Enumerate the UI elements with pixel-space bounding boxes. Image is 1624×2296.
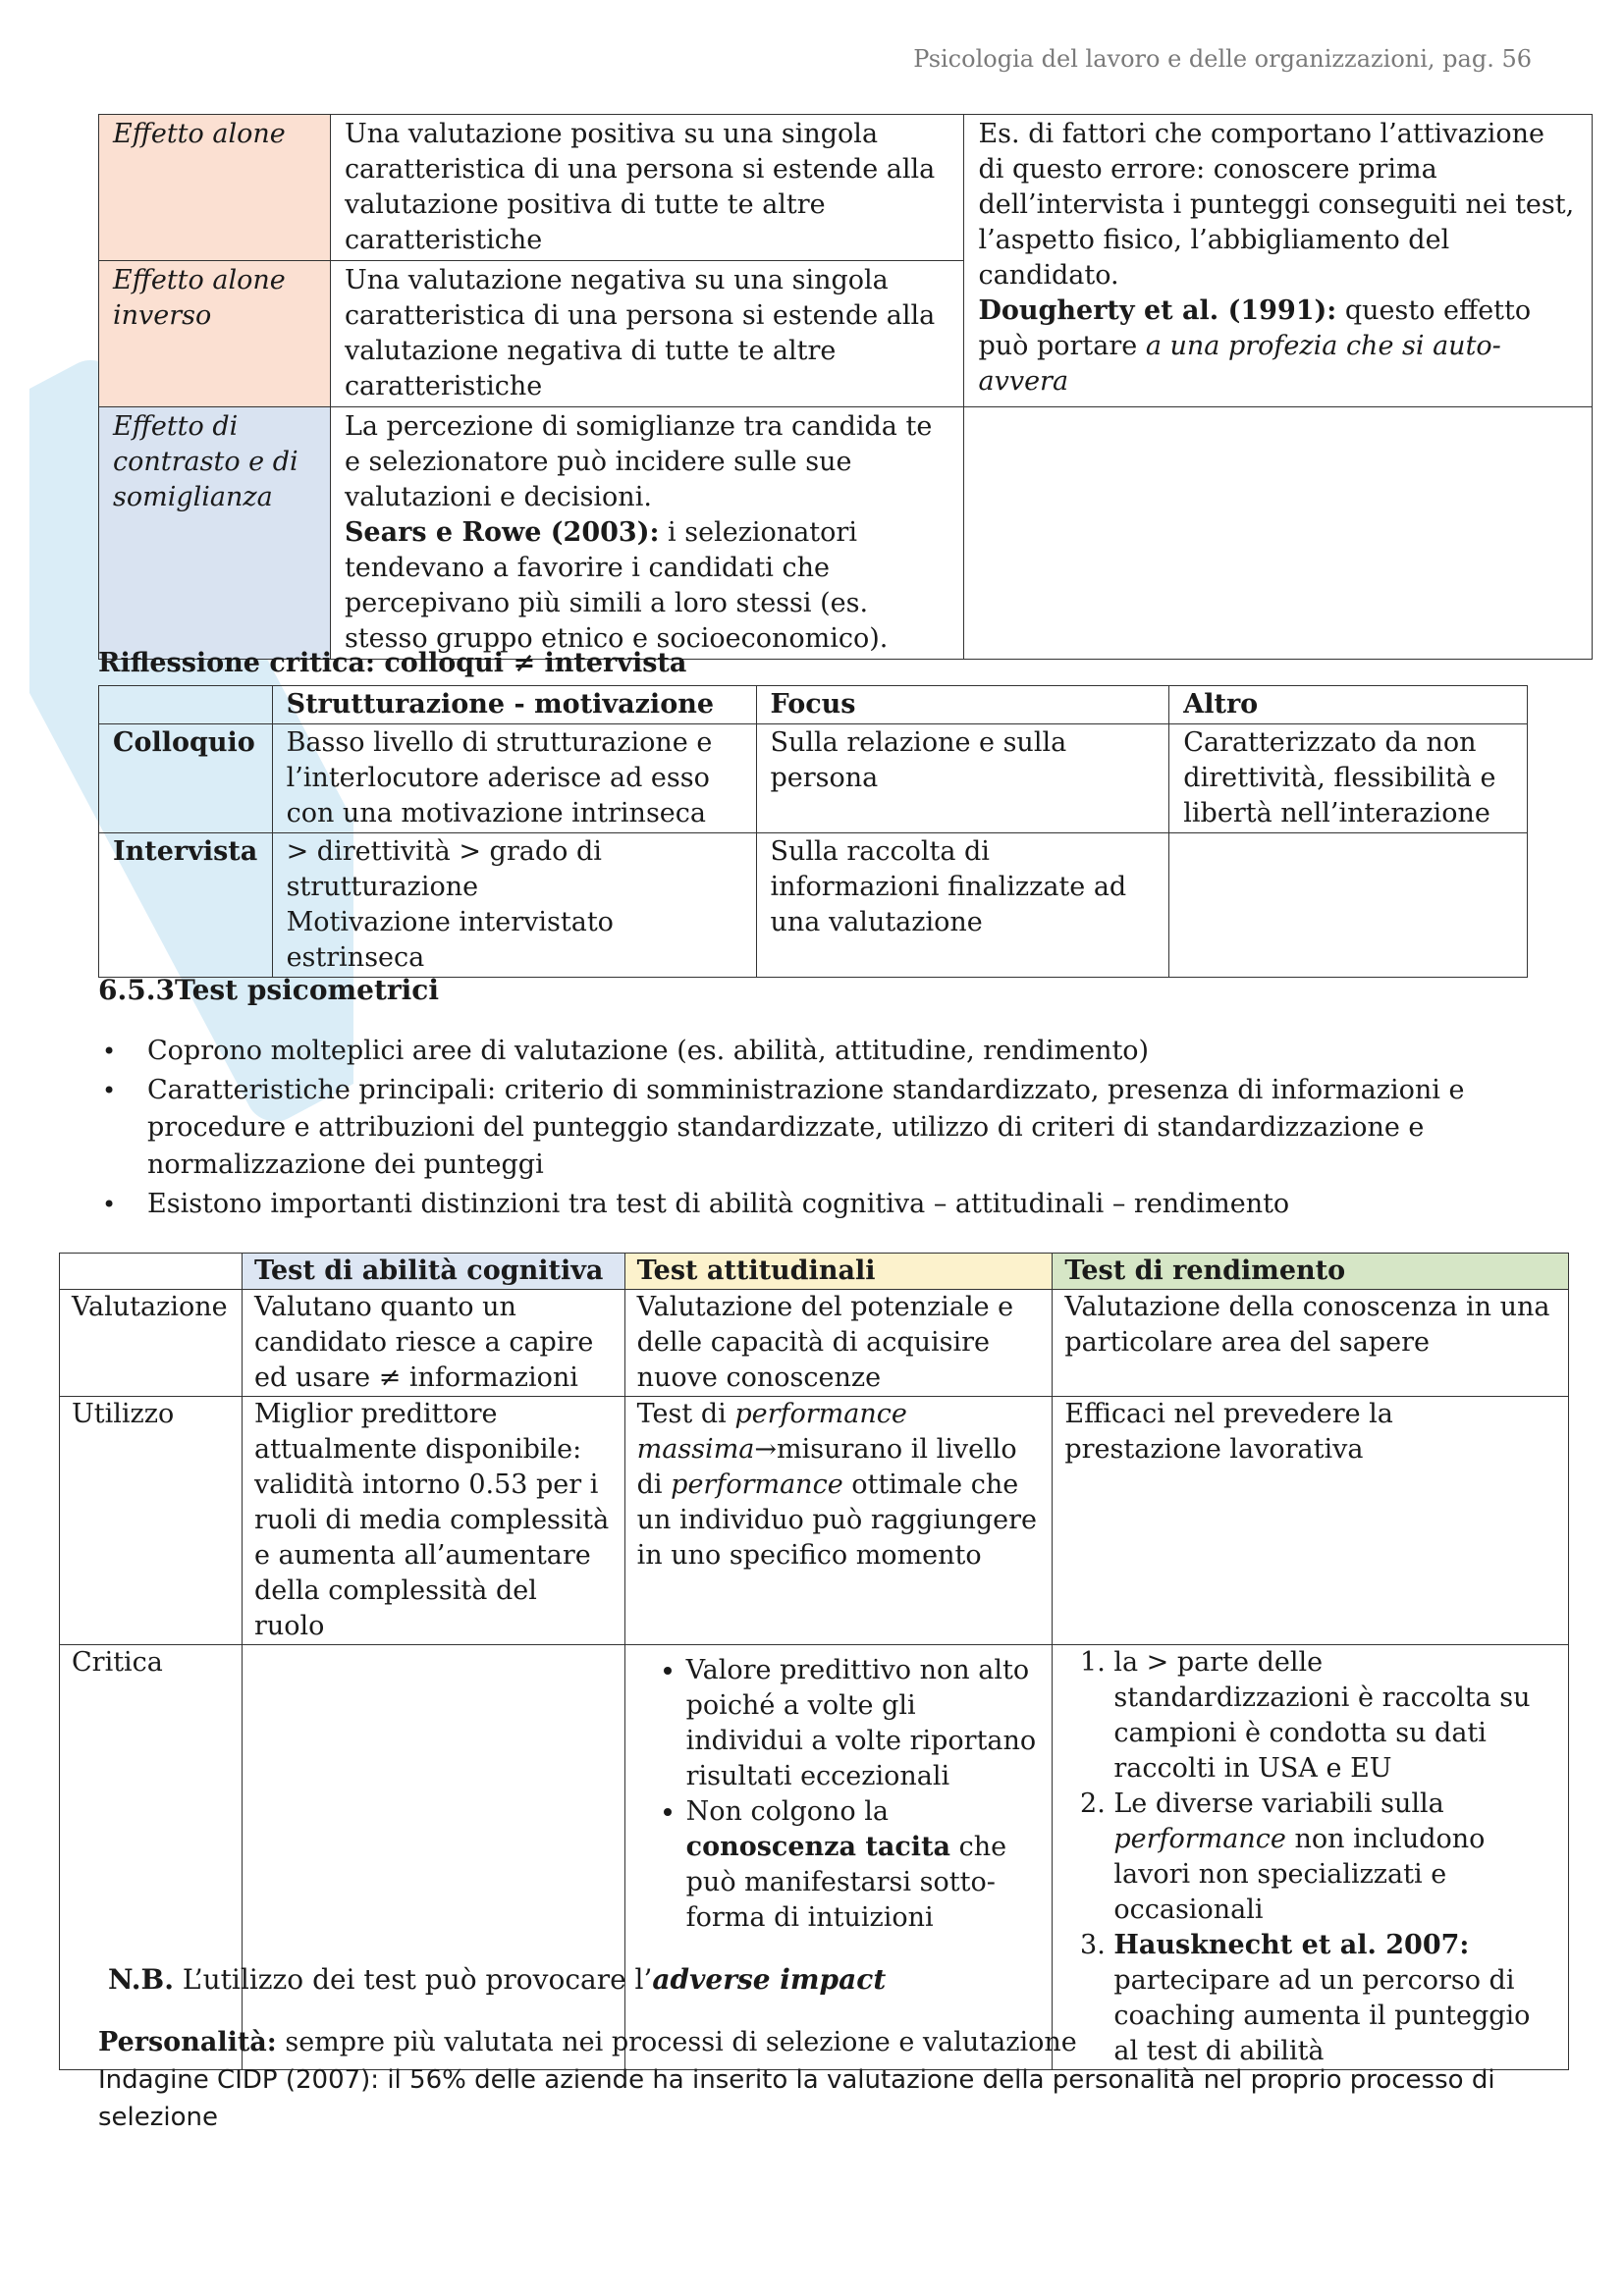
column-header: Test di rendimento <box>1053 1254 1569 1290</box>
row-label: Effetto di contrasto e di somiglianza <box>99 407 331 660</box>
table-cell: Basso livello di strutturazione e l’interlocutore aderisce ad esso con una motivazione intrinseca <box>272 724 756 833</box>
row-description <box>330 407 964 660</box>
nb-note <box>108 1963 886 1996</box>
table-header-row <box>99 686 1528 724</box>
table-cell <box>624 1645 1053 2070</box>
row-label: Valutazione <box>60 1290 243 1397</box>
table-cell: Miglior predittore attualmente disponibile: validità intorno 0.53 per i ruoli di media complessità e aumenta all’aumentare della complessità del ruolo <box>242 1397 624 1645</box>
empty-header <box>60 1254 243 1290</box>
table-row <box>99 407 1593 660</box>
nb-label: N.B. <box>108 1963 174 1996</box>
bullet-icon: • <box>102 1077 117 1104</box>
table-cell <box>1169 833 1528 978</box>
list-item <box>98 1072 1551 1184</box>
cell-text-italic: performance massima <box>636 1399 907 1465</box>
survey-paragraph: Indagine CIDP (2007): il 56% delle aziende ha inserito la valutazione della personalità nel proprio processo di selezione <box>98 2065 1495 2132</box>
list-item <box>98 1186 1551 1223</box>
row-label: Colloquio <box>99 724 273 833</box>
cell-line: > direttività > grado di strutturazione <box>286 836 602 902</box>
section-heading: 6.5.3Test psicometrici <box>98 974 439 1006</box>
personality-label: Personalità: <box>98 2027 277 2057</box>
nb-text: L’utilizzo dei test può provocare l’ <box>173 1963 653 1996</box>
table-cell: Sulla relazione e sulla persona <box>756 724 1169 833</box>
cell-text: ottimale che un individuo può raggiungere in uno specifico momento <box>636 1469 1037 1571</box>
column-header: Altro <box>1169 686 1528 724</box>
table-cell: Valutazione della conoscenza in una particolare area del sapere <box>1053 1290 1569 1397</box>
table-cell <box>1053 1645 1569 2070</box>
note-text: Es. di fattori che comportano l’attivazione di questo errore: conoscere prima dell’intervista i punteggi conseguiti nei test, l’aspetto fisico, l’abbigliamento del candidato. <box>978 119 1575 291</box>
cell-text: Test di <box>636 1399 735 1429</box>
bias-note-cell <box>964 115 1593 407</box>
bullet-list <box>98 1033 1551 1225</box>
bullet-icon: • <box>102 1038 117 1065</box>
row-description: Una valutazione negativa su una singola caratteristica di una persona si estende alla valutazione negativa di tutte te altre caratteristiche <box>330 261 964 407</box>
row-label: Effetto alone <box>99 115 331 261</box>
table-cell: Efficaci nel prevedere la prestazione lavorativa <box>1053 1397 1569 1645</box>
column-header: Test attitudinali <box>624 1254 1053 1290</box>
table-row <box>60 1645 1569 2070</box>
empty-cell <box>964 407 1593 660</box>
table-cell: Sulla raccolta di informazioni finalizzate ad una valutazione <box>756 833 1169 978</box>
list-item <box>1113 1787 1556 1928</box>
note-ref-italic: a una profezia che si auto-avvera <box>978 331 1501 397</box>
table-cell <box>272 833 756 978</box>
row-label: Effetto alone inverso <box>99 261 331 407</box>
nb-italic: adverse impact <box>652 1963 887 1996</box>
cell-text-italic: performance <box>1113 1824 1286 1854</box>
list-item <box>98 1033 1551 1070</box>
table-cell: Valutano quanto un candidato riesce a capire ed usare ≠ informazioni <box>242 1290 624 1397</box>
empty-cell <box>242 1645 624 2070</box>
table-cell: Valutazione del potenziale e delle capacità di acquisire nuove conoscenze <box>624 1290 1053 1397</box>
cell-text: Le diverse variabili sulla <box>1113 1789 1444 1819</box>
table-row <box>99 724 1528 833</box>
row-ref: Sears e Rowe (2003): <box>344 517 660 548</box>
list-item-text: Caratteristiche principali: criterio di somministrazione standardizzato, presenza di informazioni e procedure e attribuzioni del punteggio standardizzate, utilizzo di criteri di standardizzazione e normalizzazione dei punteggi <box>147 1075 1465 1180</box>
row-description-text: La percezione di somiglianze tra candida te e selezionatore può incidere sulle sue valutazioni e decisioni. <box>344 411 933 512</box>
note-ref: Dougherty et al. (1991): <box>978 295 1337 326</box>
table-row <box>60 1397 1569 1645</box>
table-row <box>99 833 1528 978</box>
column-header: Strutturazione - motivazione <box>272 686 756 724</box>
cell-line: Motivazione intervistato estrinseca <box>286 907 614 973</box>
personality-text: sempre più valutata nei processi di selezione e valutazione <box>276 2027 1077 2057</box>
table-header-row <box>60 1254 1569 1290</box>
cell-text-italic: performance <box>671 1469 843 1500</box>
cell-text: misurano il livello di <box>636 1434 1017 1500</box>
note-ref-text: questo effetto può portare <box>978 295 1532 361</box>
arrow-right-icon: → <box>754 1434 778 1465</box>
table-cell <box>624 1397 1053 1645</box>
row-ref-text: i selezionatori tendevano a favorire i candidati che percepivano più simili a loro stessi (es. stesso gruppo etnico e socioeconomico). <box>344 517 889 654</box>
row-description: Una valutazione positiva su una singola caratteristica di una persona si estende alla valutazione positiva di tutte te altre caratteristiche <box>330 115 964 261</box>
list-item-text: Esistono importanti distinzioni tra test di abilità cognitiva – attitudinali – rendimento <box>147 1189 1290 1219</box>
cell-text: che può manifestarsi sotto-forma di intuizioni <box>685 1832 1007 1933</box>
running-header: Psicologia del lavoro e delle organizzazioni, pag. 56 <box>913 45 1532 73</box>
table-row <box>60 1290 1569 1397</box>
list-item: 1. la > parte delle standardizzazioni è raccolta su campioni è condotta su dati raccolti in USA e EU <box>1113 1645 1556 1787</box>
list-item-text: Coprono molteplici aree di valutazione (es. abilità, attitudine, rendimento) <box>147 1036 1150 1066</box>
table-row <box>99 115 1593 261</box>
bias-effects-table <box>98 114 1593 660</box>
cell-text-bold: Hausknecht et al. 2007: <box>1113 1930 1470 1960</box>
personality-paragraph <box>98 2024 1551 2061</box>
cell-text: non includono lavori non specializzati e occasionali <box>1113 1824 1486 1925</box>
table-cell: Caratterizzato da non direttività, flessibilità e libertà nell’interazione <box>1169 724 1528 833</box>
empty-header <box>99 686 273 724</box>
critique-list <box>637 1653 1041 1936</box>
critique-numbered-list <box>1064 1645 1556 2069</box>
cell-text-bold: conoscenza tacita <box>685 1832 951 1862</box>
row-label: Intervista <box>99 833 273 978</box>
row-label: Critica <box>60 1645 243 2070</box>
bullet-icon: • <box>102 1191 117 1218</box>
column-header: Focus <box>756 686 1169 724</box>
row-label: Utilizzo <box>60 1397 243 1645</box>
tests-table <box>59 1253 1569 2070</box>
cell-text: partecipare ad un percorso di coaching aumenta il punteggio al test di abilità <box>1113 1965 1531 2066</box>
reflection-table <box>98 685 1528 978</box>
cell-text: Non colgono la <box>685 1796 890 1827</box>
column-header: Test di abilità cognitiva <box>242 1254 624 1290</box>
list-item: • Valore predittivo non alto poiché a volte gli individui a volte riportano risultati eccezionali <box>686 1653 1041 1794</box>
list-item <box>686 1794 1041 1936</box>
reflection-title: Riflessione critica: colloqui ≠ intervista <box>98 648 687 678</box>
